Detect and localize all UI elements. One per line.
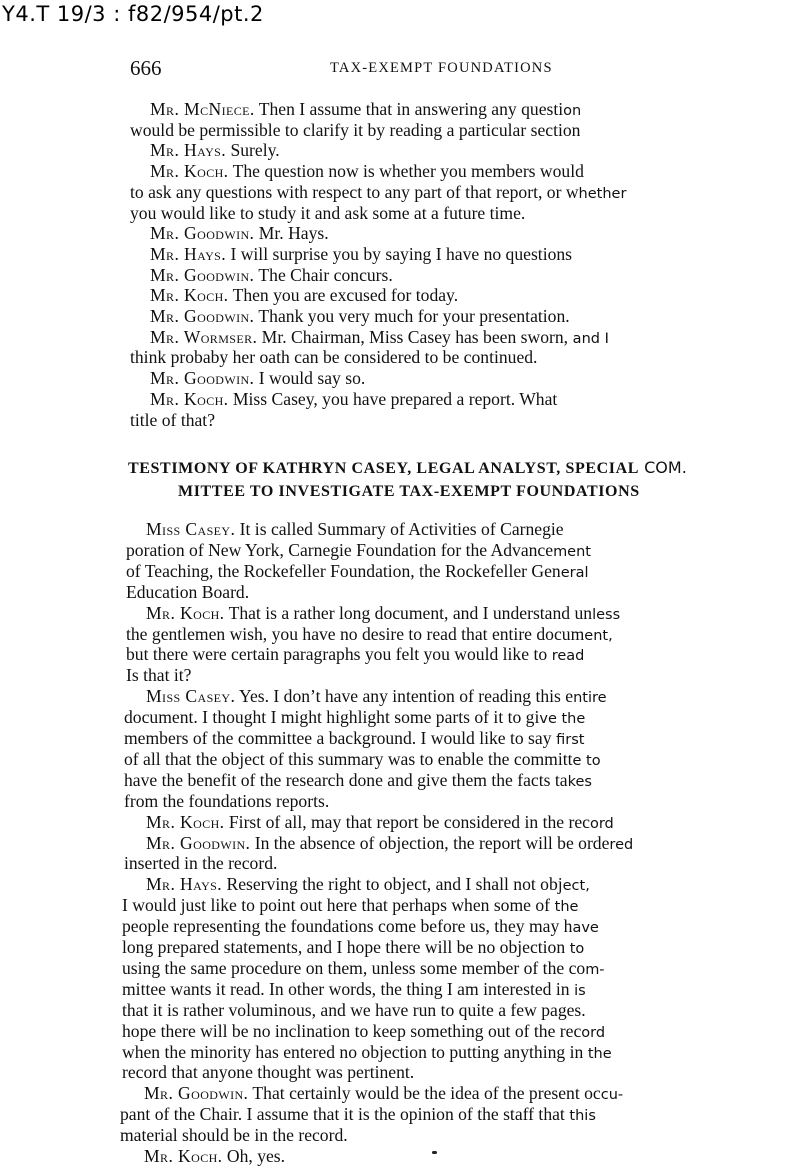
ocr-margin-fragment: ent, (584, 627, 613, 644)
line-text: hope there will be no inclination to keep something out of the rec (122, 1020, 582, 1041)
text-line (122, 895, 578, 918)
text-line (150, 223, 329, 244)
call-number: Y4.T 19/3 : f82/954/pt.2 (2, 2, 264, 26)
line-text: Thank you very much for your presentation. (254, 306, 570, 326)
text-line (146, 812, 614, 835)
text-line (146, 603, 620, 626)
text-line (124, 749, 601, 772)
ocr-margin-fragment: and I (568, 330, 609, 347)
text-line (150, 265, 393, 286)
ocr-margin-fragment: this (564, 1108, 596, 1125)
ocr-margin-fragment: to (565, 941, 585, 957)
section-heading-line-2: MITTEE TO INVESTIGATE TAX-EXEMPT FOUNDATIONS (178, 483, 640, 500)
line-text: mittee wants it read. In other words, the thing I am interested in (122, 978, 570, 999)
section-heading-line-1: TESTIMONY OF KATHRYN CASEY, LEGAL ANALYST, SPECIAL COM. (128, 458, 687, 477)
speaker-name: Mr. McNiece. (150, 99, 255, 119)
line-text: of Teaching, the Rockefeller Foundation, the Rockefeller Gen (126, 560, 561, 581)
speaker-name: Mr. Koch. (150, 161, 229, 182)
line-text: Yes. I don’t have any intention of reading this e (235, 686, 574, 707)
line-text: It is called Summary of Activities of Carnegie (235, 519, 564, 539)
text-line (122, 979, 586, 1002)
line-text: when the minority has entered no objection to putting anything in (122, 1041, 584, 1062)
ocr-margin-fragment: ord (581, 1024, 606, 1041)
text-line (150, 389, 557, 410)
ocr-margin-fragment: the (583, 1045, 612, 1062)
line-text: Surely. (226, 140, 280, 161)
text-line (150, 306, 570, 327)
text-line (126, 582, 249, 603)
text-line (126, 540, 591, 563)
line-text: you would like to study it and ask some at a future time. (130, 202, 526, 223)
page-number: 666 (130, 56, 162, 80)
ocr-margin-fragment: ment (553, 543, 591, 560)
speaker-name: Miss Casey. (146, 686, 236, 707)
speaker-name: Mr. Koch. (146, 811, 225, 832)
line-text: from the foundations reports. (124, 790, 330, 811)
line-text: The Chair concurs. (254, 264, 393, 285)
line-text: have the benefit of the research done and give them the facts ta (124, 769, 568, 790)
line-text: Education Board. (126, 581, 250, 602)
line-text: to ask any questions with respect to any part of that report, or w (130, 181, 579, 202)
section-heading-ocr-tail: COM. (639, 458, 687, 477)
text-line (122, 958, 605, 981)
line-text: Mr. Hays. (254, 223, 329, 244)
text-line (122, 1062, 414, 1083)
ocr-margin-fragment: eral (560, 564, 589, 581)
line-text: material should be in the record. (120, 1125, 348, 1146)
text-line (146, 833, 633, 856)
text-line (126, 561, 589, 584)
text-line (146, 519, 564, 540)
line-text: Miss Casey, you have prepared a report. What (228, 388, 558, 409)
line-text: That certainly would be the idea of the present oc (248, 1083, 601, 1104)
ocr-margin-fragment: kes (567, 773, 592, 790)
text-line (130, 410, 215, 431)
text-line (126, 644, 584, 667)
ocr-margin-fragment: cu- (600, 1087, 624, 1104)
line-text: Mr. Chairman, Miss Casey has been sworn, (257, 326, 569, 347)
speaker-name: Mr. Goodwin. (144, 1083, 249, 1104)
speaker-name: Mr. Hays. (146, 874, 223, 895)
line-text: That is a rather long document, and I understand un (224, 602, 593, 623)
print-speck (432, 1151, 437, 1154)
line-text: I would just like to point out here that perhaps when some of (122, 895, 551, 916)
line-text: that it is rather voluminous, and we have run to quite a few pages. (122, 999, 586, 1020)
speaker-name: Mr. Koch. (150, 285, 229, 306)
text-line (122, 916, 599, 939)
speaker-name: Mr. Goodwin. (150, 306, 255, 326)
ocr-margin-fragment: on (563, 103, 582, 119)
text-line (124, 728, 584, 751)
line-text: people representing the foundations come before us, they may h (122, 916, 573, 937)
line-text: think probaby her oath can be considered to be continued. (130, 347, 538, 368)
text-line (150, 140, 280, 161)
text-line (150, 244, 572, 265)
ocr-margin-fragment: ntire (573, 690, 607, 707)
text-line (124, 770, 592, 793)
text-line (146, 874, 590, 897)
text-line (150, 161, 584, 182)
ocr-margin-fragment: ve the (539, 711, 586, 728)
text-line (130, 120, 580, 141)
text-line (144, 1146, 285, 1167)
line-text: would be permissible to clarify it by reading a particular section (130, 119, 581, 140)
line-text: First of all, may that report be considered in the rec (224, 811, 590, 832)
ocr-margin-fragment: ave (572, 920, 599, 937)
text-line (150, 285, 458, 306)
line-text: poration of New York, Carnegie Foundation for the Advance (126, 539, 554, 560)
ocr-margin-fragment: red (609, 836, 634, 853)
line-text: title of that? (130, 409, 216, 430)
text-line (130, 182, 626, 205)
line-text: I would say so. (254, 368, 366, 389)
text-line (126, 624, 613, 647)
speaker-name: Mr. Goodwin. (150, 223, 255, 244)
line-text: inserted in the record. (124, 853, 278, 874)
text-line (150, 327, 609, 350)
speaker-name: Mr. Koch. (146, 602, 225, 623)
text-line (122, 1021, 605, 1044)
text-line (126, 665, 191, 686)
line-text: In the absence of objection, the report will be orde (250, 832, 610, 853)
line-text: but there were certain paragraphs you felt you would like to (126, 644, 548, 665)
text-line (150, 368, 365, 389)
speaker-name: Mr. Hays. (150, 243, 227, 264)
text-line (122, 1042, 612, 1065)
line-text: Then I assume that in answering any questi (254, 99, 564, 119)
ocr-margin-fragment: ord (589, 815, 614, 832)
speaker-name: Mr. Goodwin. (146, 832, 251, 853)
text-line (130, 347, 537, 368)
line-text: record that anyone thought was pertinent. (122, 1062, 415, 1083)
ocr-margin-fragment: read (547, 648, 585, 665)
ocr-margin-fragment: less (592, 606, 621, 623)
speaker-name: Mr. Koch. (150, 388, 229, 409)
speaker-name: Mr. Goodwin. (150, 368, 255, 389)
running-head: TAX-EXEMPT FOUNDATIONS (330, 60, 553, 76)
text-line (122, 1000, 586, 1021)
speaker-name: Mr. Koch. (144, 1146, 223, 1166)
ocr-margin-fragment: m- (585, 961, 605, 978)
ocr-margin-fragment: e to (572, 752, 601, 769)
line-text: using the same procedure on them, unless some member of the co (122, 957, 586, 978)
line-text: long prepared statements, and I hope there will be no objection (122, 937, 566, 957)
text-line (124, 853, 277, 874)
line-text: Is that it? (126, 665, 192, 686)
line-text: Then you are excused for today. (228, 285, 459, 306)
speaker-name: Mr. Goodwin. (150, 264, 255, 285)
line-text: Oh, yes. (222, 1146, 286, 1166)
speaker-name: Miss Casey. (146, 519, 236, 539)
ocr-margin-fragment: is (569, 982, 586, 999)
text-line (130, 203, 525, 224)
line-text: I will surprise you by saying I have no questions (226, 243, 573, 264)
text-line (120, 1125, 348, 1146)
speaker-name: Mr. Wormser. (150, 326, 258, 347)
text-line (122, 937, 584, 960)
speaker-name: Mr. Hays. (150, 140, 227, 161)
line-text: of all that the object of this summary was to enable the committ (124, 748, 573, 769)
line-text: document. I thought I might highlight some parts of it to gi (124, 707, 540, 728)
text-line (124, 791, 329, 812)
line-text: The question now is whether you members would (228, 161, 584, 182)
ocr-margin-fragment: first (551, 732, 585, 748)
ocr-margin-fragment: hether (578, 185, 627, 202)
text-line (146, 686, 607, 709)
line-text: members of the committee a background. I would like to say (124, 728, 552, 748)
ocr-margin-fragment: the (550, 899, 579, 916)
line-text: Reserving the right to object, and I shall not obj (222, 874, 563, 895)
text-line (124, 707, 585, 730)
line-text: pant of the Chair. I assume that it is the opinion of the staff that (120, 1104, 565, 1125)
text-line (150, 99, 581, 122)
line-text: the gentlemen wish, you have no desire to read that entire docum (126, 623, 585, 644)
text-line (144, 1083, 623, 1106)
text-line (120, 1104, 596, 1127)
ocr-margin-fragment: ect, (562, 878, 590, 895)
